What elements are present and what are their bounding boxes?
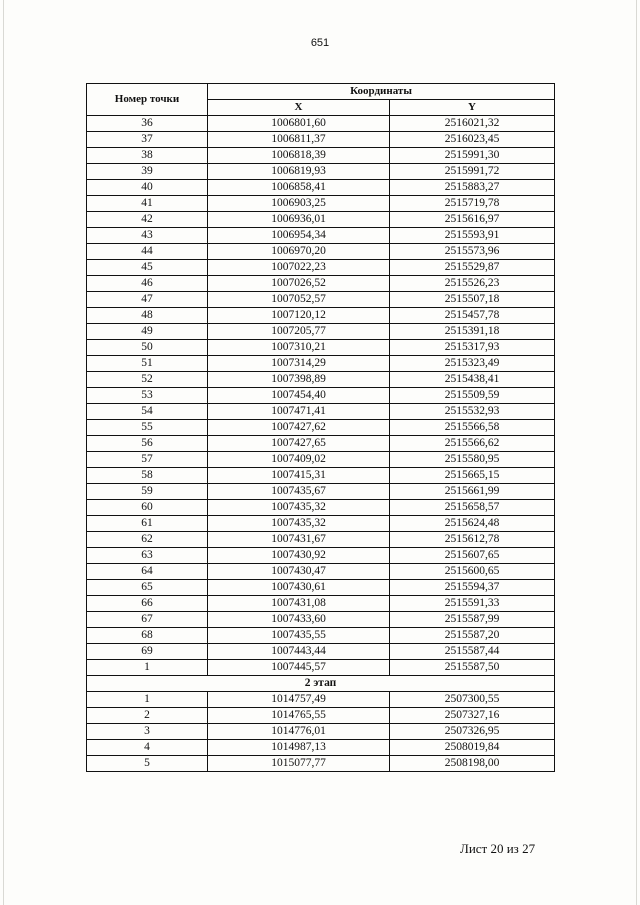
cell-point: 48 <box>87 308 208 324</box>
cell-x: 1014765,55 <box>208 708 390 724</box>
table-row <box>87 516 555 532</box>
cell-point: 57 <box>87 452 208 468</box>
cell-y: 2507300,55 <box>390 692 555 708</box>
sheet-label: Лист 20 из 27 <box>460 841 536 856</box>
cell-y: 2515529,87 <box>390 260 555 276</box>
cell-y: 2515594,37 <box>390 580 555 596</box>
table-row <box>87 308 555 324</box>
cell-x: 1007430,47 <box>208 564 390 580</box>
cell-point: 1 <box>87 660 208 676</box>
table-row <box>87 324 555 340</box>
cell-y: 2515566,62 <box>390 436 555 452</box>
cell-point: 4 <box>87 740 208 756</box>
table-row <box>87 724 555 740</box>
cell-y: 2516023,45 <box>390 132 555 148</box>
table-row <box>87 532 555 548</box>
cell-point: 37 <box>87 132 208 148</box>
cell-point: 55 <box>87 420 208 436</box>
cell-y: 2515658,57 <box>390 500 555 516</box>
cell-x: 1006818,39 <box>208 148 390 164</box>
cell-x: 1007435,67 <box>208 484 390 500</box>
table-row <box>87 628 555 644</box>
cell-x: 1007471,41 <box>208 404 390 420</box>
table-row <box>87 564 555 580</box>
cell-point: 60 <box>87 500 208 516</box>
table-row <box>87 468 555 484</box>
cell-x: 1007427,62 <box>208 420 390 436</box>
cell-x: 1007398,89 <box>208 372 390 388</box>
cell-point: 2 <box>87 708 208 724</box>
cell-x: 1007431,08 <box>208 596 390 612</box>
table-row <box>87 132 555 148</box>
scan-edge-left <box>3 0 4 905</box>
cell-point: 36 <box>87 116 208 132</box>
cell-point: 1 <box>87 692 208 708</box>
cell-y: 2507326,95 <box>390 724 555 740</box>
cell-y: 2507327,16 <box>390 708 555 724</box>
cell-y: 2515438,41 <box>390 372 555 388</box>
table-row <box>87 196 555 212</box>
cell-point: 45 <box>87 260 208 276</box>
cell-y: 2515600,65 <box>390 564 555 580</box>
cell-y: 2515665,15 <box>390 468 555 484</box>
table-row <box>87 244 555 260</box>
cell-x: 1006819,93 <box>208 164 390 180</box>
cell-x: 1015077,77 <box>208 756 390 772</box>
cell-x: 1007430,61 <box>208 580 390 596</box>
table-row <box>87 340 555 356</box>
table-row <box>87 164 555 180</box>
page-number: 651 <box>310 37 330 49</box>
section-row <box>87 676 555 692</box>
cell-x: 1007415,31 <box>208 468 390 484</box>
cell-y: 2515587,50 <box>390 660 555 676</box>
cell-y: 2515612,78 <box>390 532 555 548</box>
header-y: Y <box>390 100 555 116</box>
table-row <box>87 500 555 516</box>
cell-x: 1006801,60 <box>208 116 390 132</box>
table-row <box>87 644 555 660</box>
cell-y: 2515573,96 <box>390 244 555 260</box>
cell-point: 39 <box>87 164 208 180</box>
cell-y: 2515507,18 <box>390 292 555 308</box>
cell-x: 1007205,77 <box>208 324 390 340</box>
table-row <box>87 420 555 436</box>
cell-x: 1006954,34 <box>208 228 390 244</box>
cell-point: 41 <box>87 196 208 212</box>
cell-y: 2515616,97 <box>390 212 555 228</box>
cell-y: 2515323,49 <box>390 356 555 372</box>
table-row <box>87 548 555 564</box>
cell-x: 1007431,67 <box>208 532 390 548</box>
cell-y: 2515587,20 <box>390 628 555 644</box>
cell-x: 1007430,92 <box>208 548 390 564</box>
cell-x: 1007052,57 <box>208 292 390 308</box>
cell-point: 65 <box>87 580 208 596</box>
cell-x: 1014757,49 <box>208 692 390 708</box>
scan-edge-right <box>636 0 637 905</box>
cell-y: 2508198,00 <box>390 756 555 772</box>
header-point-number: Номер точки <box>87 84 208 116</box>
cell-point: 49 <box>87 324 208 340</box>
cell-point: 38 <box>87 148 208 164</box>
cell-x: 1007443,44 <box>208 644 390 660</box>
table-row <box>87 708 555 724</box>
cell-point: 68 <box>87 628 208 644</box>
table-row <box>87 756 555 772</box>
cell-y: 2515587,99 <box>390 612 555 628</box>
table-row <box>87 612 555 628</box>
table-row <box>87 260 555 276</box>
cell-x: 1007454,40 <box>208 388 390 404</box>
cell-y: 2515593,91 <box>390 228 555 244</box>
cell-y: 2515509,59 <box>390 388 555 404</box>
cell-x: 1007445,57 <box>208 660 390 676</box>
cell-point: 51 <box>87 356 208 372</box>
cell-point: 43 <box>87 228 208 244</box>
cell-x: 1007022,23 <box>208 260 390 276</box>
table-row <box>87 404 555 420</box>
cell-y: 2515391,18 <box>390 324 555 340</box>
table-row <box>87 484 555 500</box>
cell-point: 58 <box>87 468 208 484</box>
cell-point: 3 <box>87 724 208 740</box>
cell-x: 1007314,29 <box>208 356 390 372</box>
cell-y: 2516021,32 <box>390 116 555 132</box>
table-row <box>87 580 555 596</box>
table-row <box>87 596 555 612</box>
cell-y: 2508019,84 <box>390 740 555 756</box>
cell-point: 44 <box>87 244 208 260</box>
cell-y: 2515607,65 <box>390 548 555 564</box>
cell-x: 1007026,52 <box>208 276 390 292</box>
header-x: X <box>208 100 390 116</box>
cell-x: 1006903,25 <box>208 196 390 212</box>
cell-y: 2515566,58 <box>390 420 555 436</box>
table-row <box>87 276 555 292</box>
cell-point: 67 <box>87 612 208 628</box>
cell-y: 2515991,30 <box>390 148 555 164</box>
cell-x: 1007435,32 <box>208 516 390 532</box>
table-row <box>87 292 555 308</box>
cell-y: 2515317,93 <box>390 340 555 356</box>
table-row <box>87 180 555 196</box>
cell-x: 1007427,65 <box>208 436 390 452</box>
cell-point: 42 <box>87 212 208 228</box>
cell-y: 2515591,33 <box>390 596 555 612</box>
cell-x: 1006970,20 <box>208 244 390 260</box>
cell-y: 2515526,23 <box>390 276 555 292</box>
table-row <box>87 372 555 388</box>
table-row <box>87 388 555 404</box>
cell-point: 59 <box>87 484 208 500</box>
cell-point: 69 <box>87 644 208 660</box>
header-coordinates: Координаты <box>208 84 555 100</box>
cell-point: 62 <box>87 532 208 548</box>
cell-y: 2515624,48 <box>390 516 555 532</box>
cell-y: 2515457,78 <box>390 308 555 324</box>
cell-y: 2515587,44 <box>390 644 555 660</box>
cell-point: 46 <box>87 276 208 292</box>
cell-y: 2515719,78 <box>390 196 555 212</box>
cell-point: 63 <box>87 548 208 564</box>
table-row <box>87 212 555 228</box>
cell-x: 1014776,01 <box>208 724 390 740</box>
table-row <box>87 740 555 756</box>
cell-y: 2515580,95 <box>390 452 555 468</box>
cell-point: 66 <box>87 596 208 612</box>
table-row <box>87 116 555 132</box>
cell-point: 64 <box>87 564 208 580</box>
cell-x: 1006811,37 <box>208 132 390 148</box>
cell-y: 2515883,27 <box>390 180 555 196</box>
table-row <box>87 436 555 452</box>
cell-x: 1007409,02 <box>208 452 390 468</box>
table-row <box>87 452 555 468</box>
table-body <box>87 116 555 772</box>
cell-x: 1006936,01 <box>208 212 390 228</box>
cell-point: 54 <box>87 404 208 420</box>
cell-x: 1007435,55 <box>208 628 390 644</box>
cell-point: 52 <box>87 372 208 388</box>
table-row <box>87 228 555 244</box>
cell-y: 2515532,93 <box>390 404 555 420</box>
table-row <box>87 356 555 372</box>
cell-x: 1014987,13 <box>208 740 390 756</box>
cell-x: 1007120,12 <box>208 308 390 324</box>
cell-point: 47 <box>87 292 208 308</box>
section-title: 2 этап <box>87 676 555 692</box>
cell-x: 1007433,60 <box>208 612 390 628</box>
cell-y: 2515991,72 <box>390 164 555 180</box>
cell-point: 50 <box>87 340 208 356</box>
cell-x: 1007435,32 <box>208 500 390 516</box>
cell-x: 1007310,21 <box>208 340 390 356</box>
coordinates-table <box>86 83 555 772</box>
cell-y: 2515661,99 <box>390 484 555 500</box>
cell-point: 61 <box>87 516 208 532</box>
cell-point: 53 <box>87 388 208 404</box>
cell-point: 40 <box>87 180 208 196</box>
cell-x: 1006858,41 <box>208 180 390 196</box>
table-row <box>87 148 555 164</box>
table-row <box>87 660 555 676</box>
table-row <box>87 692 555 708</box>
cell-point: 56 <box>87 436 208 452</box>
cell-point: 5 <box>87 756 208 772</box>
